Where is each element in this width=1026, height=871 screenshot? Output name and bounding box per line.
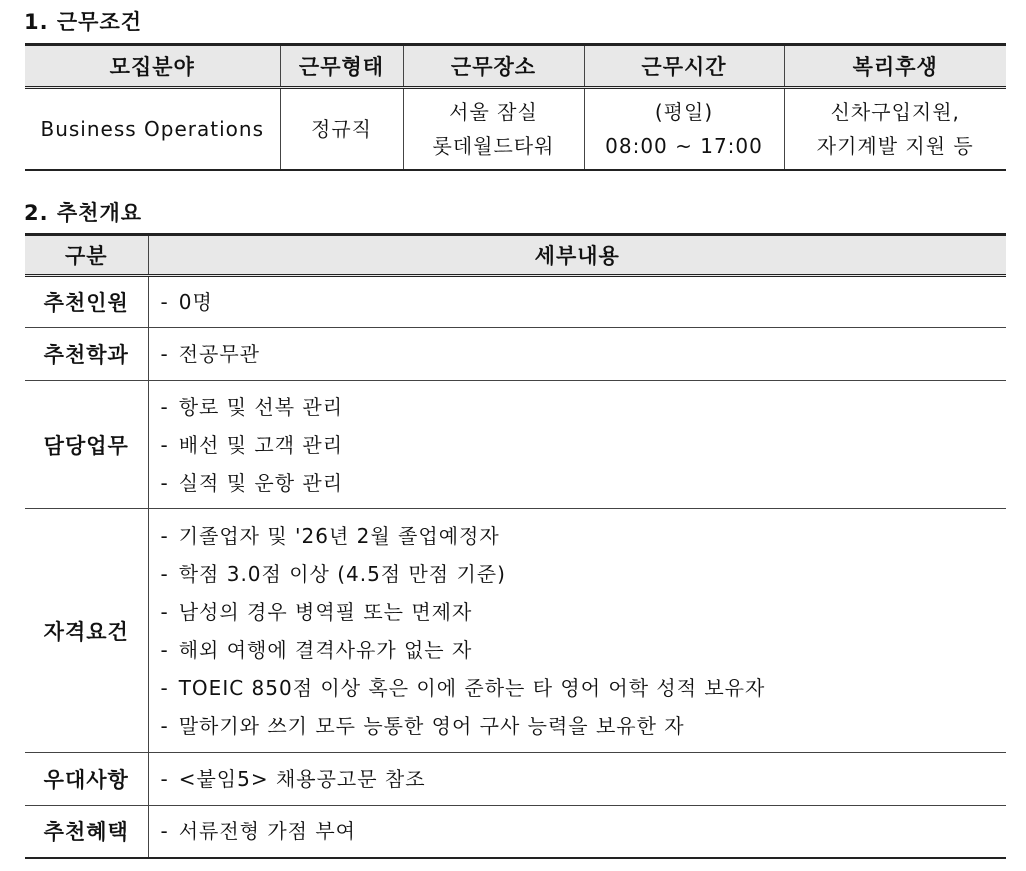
recommendation-overview-table [25, 233, 1006, 859]
bullet-dash: - [160, 637, 169, 662]
list-item-text: 실적 및 운항 관리 [178, 470, 344, 495]
bullet-dash: - [160, 819, 169, 844]
recommend-benefits-content [148, 806, 1006, 858]
bullet-dash: - [160, 432, 169, 457]
bullet-dash: - [160, 675, 169, 700]
header-employment-type: 근무형태 [280, 45, 403, 88]
table-row [25, 806, 1006, 858]
header-work-hours: 근무시간 [584, 45, 784, 88]
table-row [25, 276, 1006, 328]
list-item-text: TOEIC 850점 이상 혹은 이에 준하는 타 영어 어학 성적 보유자 [178, 675, 766, 700]
header-details: 세부내용 [148, 235, 1006, 276]
header-benefits: 복리후생 [784, 45, 1006, 88]
list-item-text: 전공무관 [178, 342, 260, 366]
overview-body [25, 276, 1006, 858]
duties-label: 담당업무 [25, 381, 148, 509]
bullet-dash: - [160, 290, 169, 314]
benefits-line: 자기계발 지원 등 [816, 134, 974, 158]
list-item-text: 남성의 경우 병역필 또는 면제자 [178, 599, 473, 624]
list-item [161, 555, 1007, 593]
recommend-count-content [148, 276, 1006, 328]
list-item [161, 812, 1007, 850]
work-conditions-table [25, 43, 1006, 171]
list-item [161, 631, 1007, 669]
list-item [161, 593, 1007, 631]
recruit-field-value: Business Operations [40, 117, 264, 141]
qualifications-content [148, 509, 1006, 753]
recommend-benefits-label: 추천혜택 [25, 806, 148, 858]
list-item [161, 426, 1007, 464]
work-hours-value [584, 88, 784, 171]
hours-line: (평일) [654, 100, 714, 124]
list-item-text: 기졸업자 및 '26년 2월 졸업예정자 [178, 523, 500, 548]
overview-header-row [25, 235, 1006, 276]
bullet-dash: - [160, 394, 169, 419]
list-item [161, 669, 1007, 707]
bullet-dash: - [160, 470, 169, 495]
bullet-dash: - [160, 561, 169, 586]
list-item-text: 학점 3.0점 이상 (4.5점 만점 기준) [178, 561, 506, 586]
bullet-dash: - [160, 713, 169, 738]
bullet-dash: - [160, 599, 169, 624]
conditions-header-row [25, 45, 1006, 88]
list-item-text: 배선 및 고객 관리 [178, 432, 344, 457]
table-row [25, 381, 1006, 509]
hours-line: 08:00 ~ 17:00 [605, 134, 763, 158]
header-work-location: 근무장소 [403, 45, 584, 88]
preferences-label: 우대사항 [25, 753, 148, 806]
list-item-text: 0명 [178, 290, 213, 314]
table-row [25, 328, 1006, 381]
table-row [25, 509, 1006, 753]
list-item [161, 464, 1007, 502]
bullet-dash: - [160, 523, 169, 548]
location-line: 롯데월드타워 [432, 134, 555, 158]
recommend-major-content [148, 328, 1006, 381]
list-item-text: 말하기와 쓰기 모두 능통한 영어 구사 능력을 보유한 자 [178, 713, 685, 738]
header-recruit-field: 모집분야 [25, 45, 280, 88]
list-item-text: <붙임5> 채용공고문 참조 [178, 767, 426, 791]
list-item-text: 해외 여행에 결격사유가 없는 자 [178, 637, 473, 662]
list-item [161, 707, 1007, 745]
list-item [161, 335, 1007, 373]
list-item [161, 283, 1007, 321]
benefits-value [784, 88, 1006, 171]
work-location-value [403, 88, 584, 171]
qualifications-label: 자격요건 [25, 509, 148, 753]
location-line: 서울 잠실 [449, 100, 538, 124]
bullet-dash: - [160, 342, 169, 366]
list-item-text: 항로 및 선복 관리 [178, 394, 344, 419]
duties-content [148, 381, 1006, 509]
recommend-major-label: 추천학과 [25, 328, 148, 381]
benefits-line: 신차구입지원, [830, 100, 960, 124]
section-1-title: 1. 근무조건 [24, 10, 143, 34]
list-item [161, 760, 1007, 798]
conditions-data-row [25, 88, 1006, 171]
list-item [161, 388, 1007, 426]
list-item [161, 517, 1007, 555]
recommend-count-label: 추천인원 [25, 276, 148, 328]
bullet-dash: - [160, 767, 169, 791]
table-row [25, 753, 1006, 806]
preferences-content [148, 753, 1006, 806]
header-category: 구분 [25, 235, 148, 276]
employment-type-value: 정규직 [280, 88, 403, 171]
list-item-text: 서류전형 가점 부여 [178, 819, 356, 844]
section-2-title: 2. 추천개요 [24, 201, 143, 225]
